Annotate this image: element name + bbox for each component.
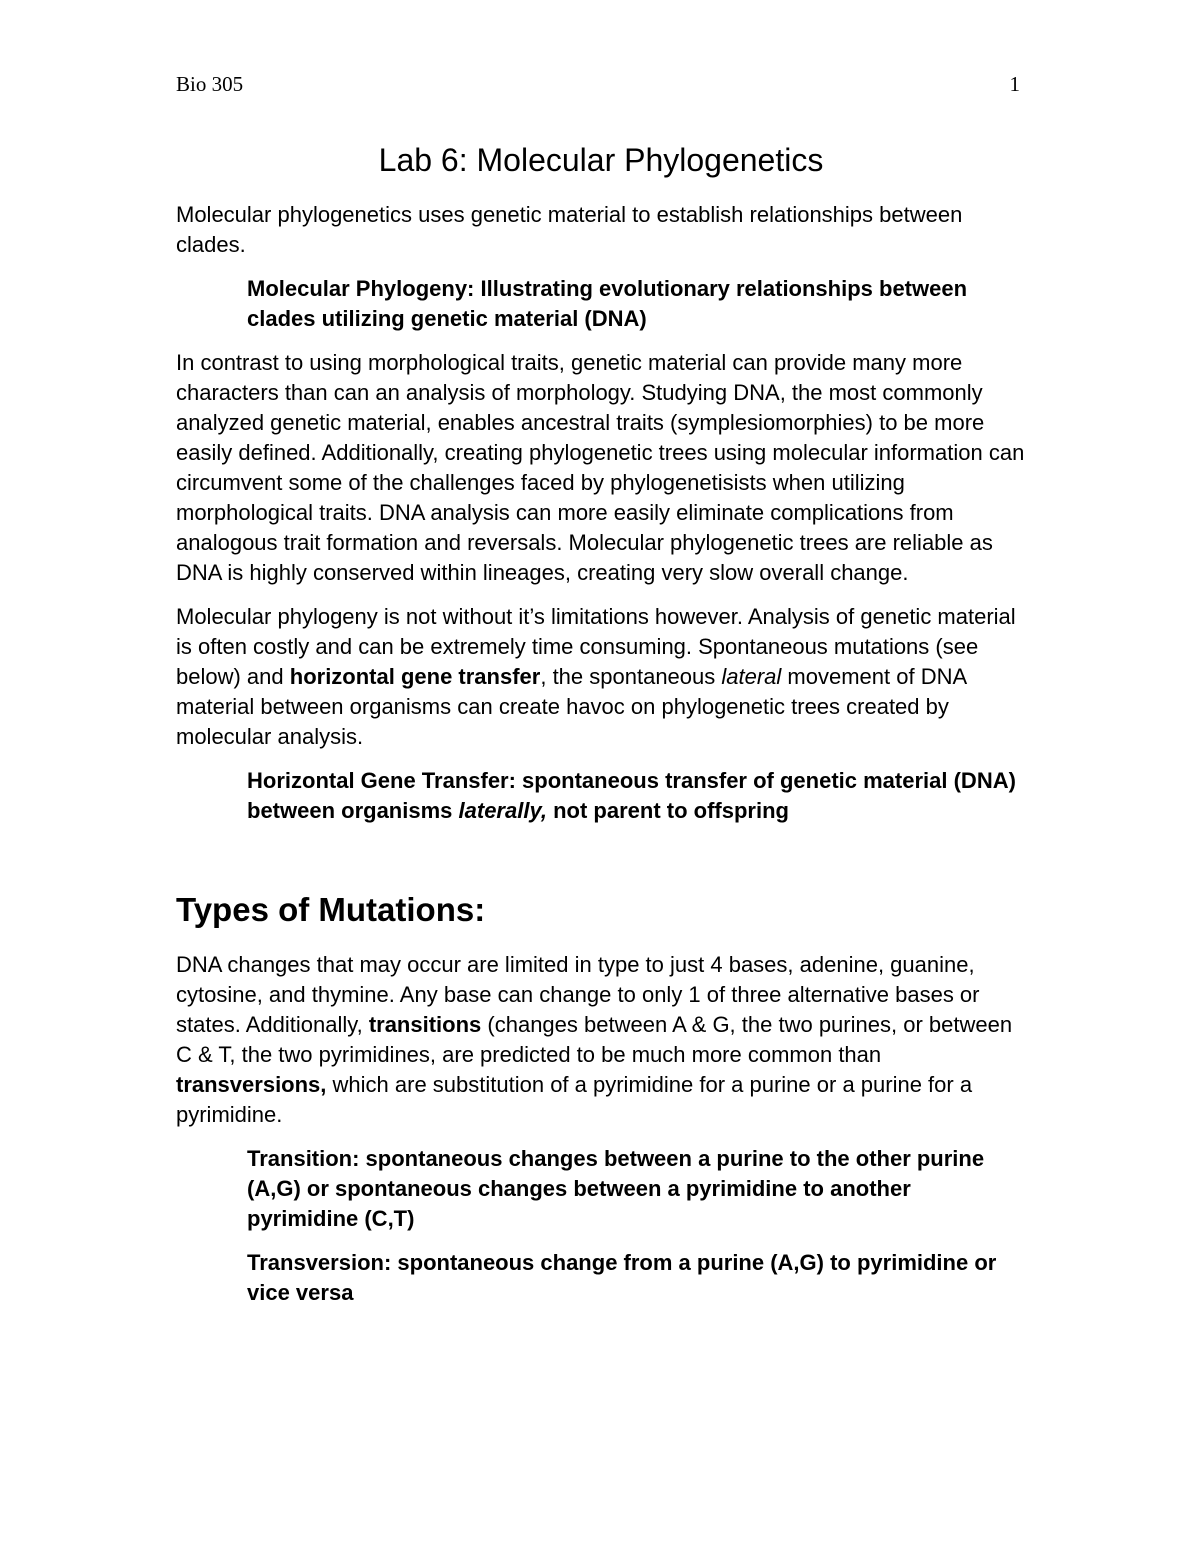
definition-horizontal-gene-transfer [247, 766, 1026, 826]
header-course: Bio 305 [176, 72, 244, 96]
lateral-term: lateral [721, 664, 782, 689]
document-body [176, 138, 1026, 1322]
definition-transition: Transition: spontaneous changes between a purine to the other purine (A,G) or spontaneous changes between a pyrimidine to another pyrimidine (C,T) [247, 1146, 985, 1231]
transversions-term: transversions, [176, 1072, 327, 1097]
limitations-paragraph [176, 602, 1026, 752]
horizontal-gene-transfer-term: horizontal gene transfer [289, 664, 541, 689]
laterally-term: laterally, [458, 798, 547, 823]
mutations-text-1: DNA changes that may occur are limited in type to just 4 bases, adenine, guanine, cytosine, and thymine. Any base can change to only 1 of three alternative bases or states. Additionally, [176, 952, 980, 1037]
contrast-paragraph: In contrast to using morphological traits, genetic material can provide many more characters than can an analysis of morphology. Studying DNA, the most commonly analyzed genetic material, enables ancestral traits (symplesiomorphies) to be more easily defined. Additionally, creating phylogenetic trees using molecular information can circumvent some of the challenges faced by phylogenetisists when utilizing morphological traits. DNA analysis can more easily eliminate complications from analogous trait formation and reversals. Molecular phylogenetic trees are reliable as DNA is highly conserved within lineages, creating very slow overall change. [176, 350, 1025, 585]
intro-paragraph: Molecular phylogenetics uses genetic material to establish relationships between clades. [176, 202, 963, 257]
section-heading-mutations: Types of Mutations: [176, 891, 486, 928]
transitions-term: transitions [368, 1012, 482, 1037]
mutations-paragraph [176, 950, 1026, 1130]
hgt-definition-text-2: not parent to offspring [546, 798, 789, 823]
mutations-text-2: (changes between A & G, the two purines, or between C & T, the two pyrimidines, are predicted to be much more common than [176, 1012, 1013, 1067]
definition-molecular-phylogeny: Molecular Phylogeny: Illustrating evolutionary relationships between clades utilizing genetic material (DNA) [247, 276, 968, 331]
limitations-text-2: , the spontaneous [540, 664, 722, 689]
hgt-definition-text-1: Horizontal Gene Transfer: spontaneous transfer of genetic material (DNA) between organisms [247, 768, 1016, 823]
mutations-text-3: which are substitution of a pyrimidine for a purine or a purine for a pyrimidine. [176, 1072, 973, 1127]
definition-transversion: Transversion: spontaneous change from a purine (A,G) to pyrimidine or vice versa [247, 1250, 997, 1305]
header-page-number: 1 [1009, 72, 1020, 96]
document-title: Lab 6: Molecular Phylogenetics [378, 142, 824, 178]
limitations-text-1: Molecular phylogeny is not without it’s limitations however. Analysis of genetic material is often costly and can be extremely time consuming. Spontaneous mutations (see below) and [176, 604, 1016, 689]
limitations-text-3: movement of DNA material between organisms can create havoc on phylogenetic trees created by molecular analysis. [176, 664, 966, 749]
